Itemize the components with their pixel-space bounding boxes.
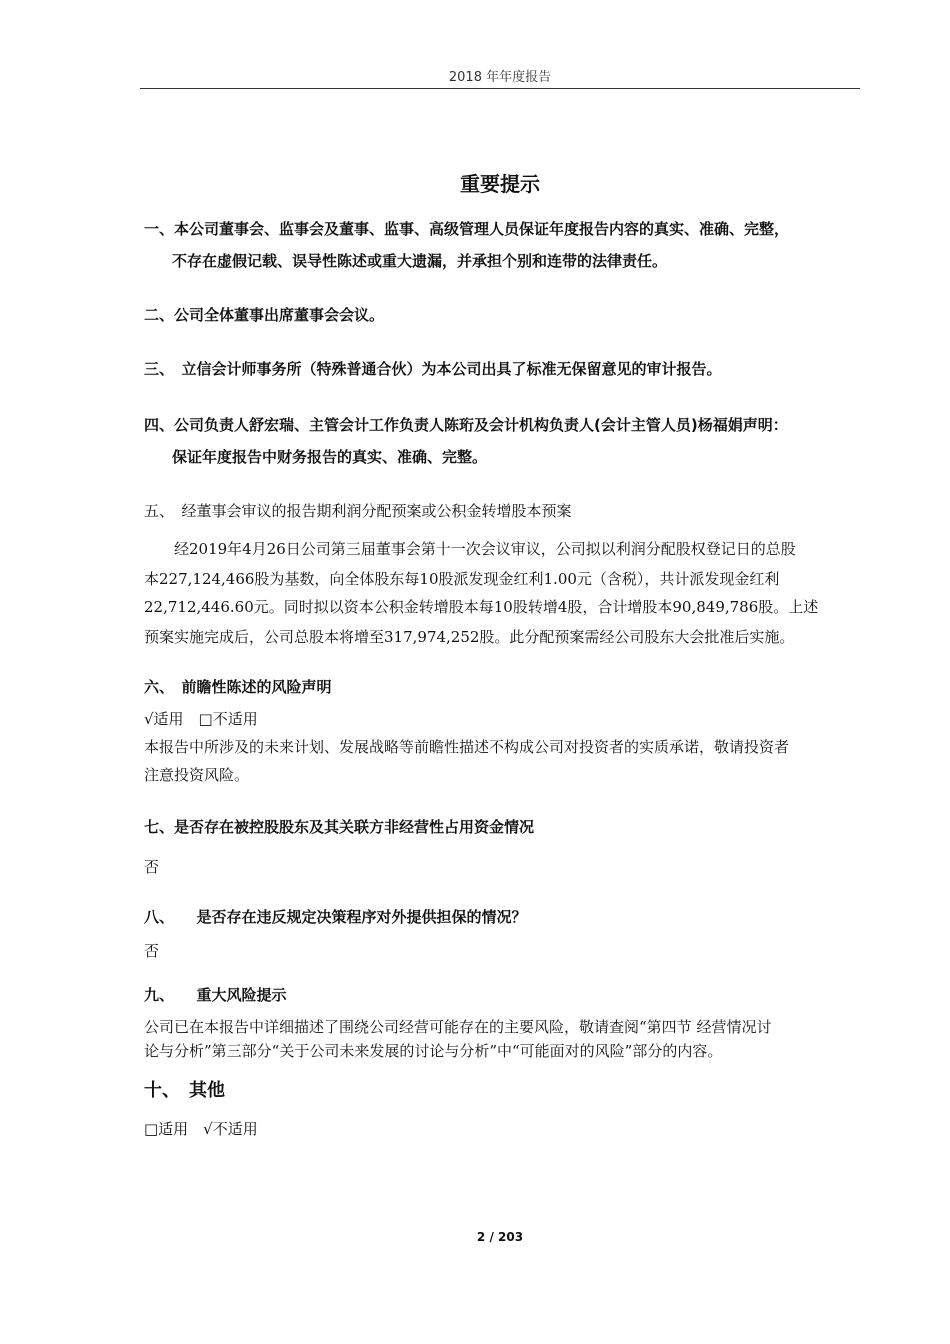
item-1-line-2: 不存在虚假记载、误导性陈述或重大遗漏，并承担个别和连带的法律责任。 xyxy=(172,252,668,270)
header-divider xyxy=(140,88,860,89)
item-6-heading: 六、 前瞻性陈述的风险声明 xyxy=(144,678,332,696)
item-9-body-line-1: 公司已在本报告中详细描述了围绕公司经营可能存在的主要风险，敬请查阅“第四节 经营情况讨 xyxy=(144,1018,772,1036)
item-3: 三、 立信会计师事务所（特殊普通合伙）为本公司出具了标准无保留意见的审计报告。 xyxy=(144,360,722,378)
item-5-heading: 五、 经董事会审议的报告期利润分配预案或公积金转增股本预案 xyxy=(144,502,572,520)
item-10-heading: 十、 其他 xyxy=(144,1080,225,1101)
item-1-line-1: 一、本公司董事会、监事会及董事、监事、高级管理人员保证年度报告内容的真实、准确、完整， xyxy=(144,220,790,238)
item-5-body-line-2: 本227,124,466股为基数，向全体股东每10股派发现金红利1.00元（含税），共计派发现金红利 xyxy=(144,570,780,588)
page-header: 2018 年年度报告 xyxy=(448,70,552,85)
item-6-applicability: √适用 □不适用 xyxy=(144,710,258,728)
item-9-heading: 九、 重大风险提示 xyxy=(144,986,287,1004)
page-title: 重要提示 xyxy=(460,172,540,196)
item-9-body-line-2: 论与分析”第三部分“关于公司未来发展的讨论与分析”中“可能面对的风险”部分的内容。 xyxy=(144,1042,723,1060)
item-8-answer: 否 xyxy=(144,942,160,960)
item-10-applicability: □适用 √不适用 xyxy=(144,1120,258,1138)
item-6-body-line-2: 注意投资风险。 xyxy=(144,766,250,784)
item-5-body-line-1: 经2019年4月26日公司第三届董事会第十一次会议审议，公司拟以利润分配股权登记日的总股 xyxy=(144,540,796,558)
item-7-heading: 七、是否存在被控股股东及其关联方非经营性占用资金情况 xyxy=(144,818,535,836)
item-7-answer: 否 xyxy=(144,858,160,876)
item-4-line-1: 四、公司负责人舒宏瑞、主管会计工作负责人陈珩及会计机构负责人(会计主管人员)杨福娟声明： xyxy=(144,416,788,434)
item-8-heading: 八、 是否存在违反规定决策程序对外提供担保的情况？ xyxy=(144,908,527,926)
item-5-body-line-4: 预案实施完成后，公司总股本将增至317,974,252股。此分配预案需经公司股东大会批准后实施。 xyxy=(144,628,795,646)
item-4-line-2: 保证年度报告中财务报告的真实、准确、完整。 xyxy=(172,448,488,466)
page-number: 2 / 203 xyxy=(476,1230,524,1244)
item-6-body-line-1: 本报告中所涉及的未来计划、发展战略等前瞻性描述不构成公司对投资者的实质承诺，敬请投资者 xyxy=(144,738,790,756)
item-5-body-line-3: 22,712,446.60元。同时拟以资本公积金转增股本每10股转增4股，合计增股本90,849,786股。上述 xyxy=(144,598,819,616)
item-2: 二、公司全体董事出席董事会会议。 xyxy=(144,306,385,324)
